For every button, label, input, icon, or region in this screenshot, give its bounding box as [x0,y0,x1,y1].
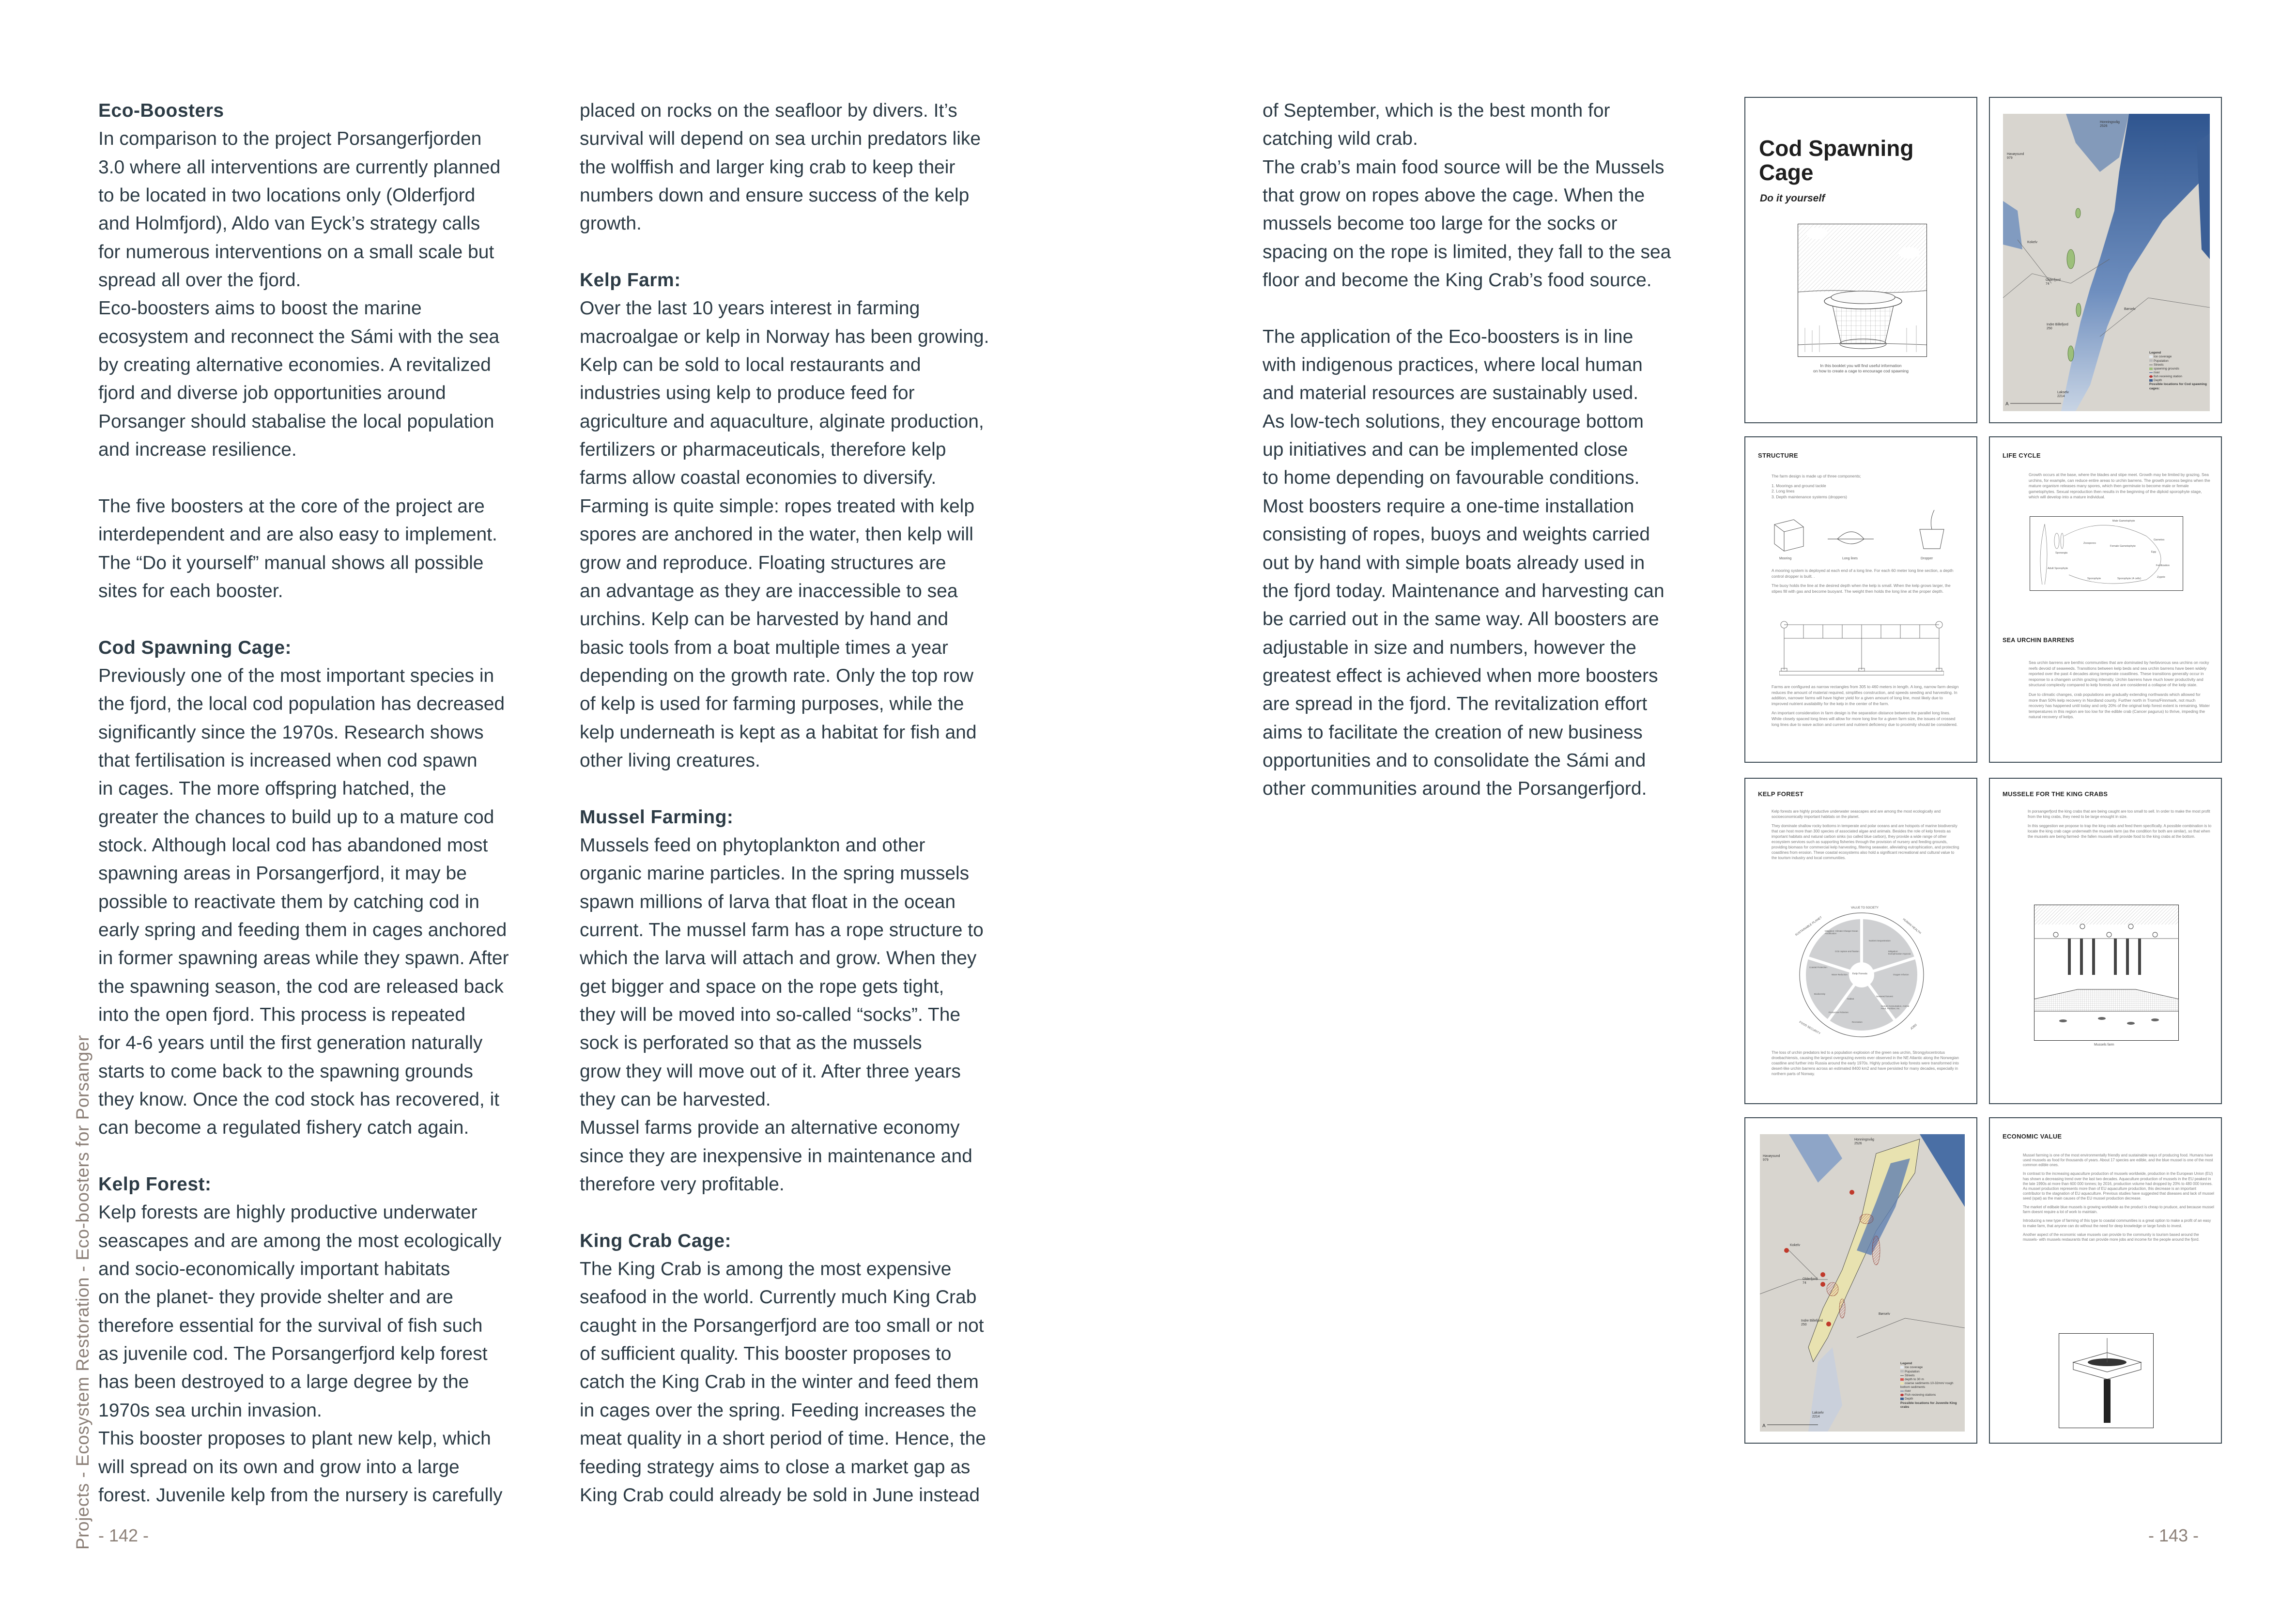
body-text-line: of September, which is the best month for [1263,100,1610,121]
diagram-label: Sporangia [2055,552,2068,555]
wheel-segment: Mitigation: Climate Change Ocean Acidification [1825,930,1858,935]
cod-cage-illustration [1798,224,1927,357]
body-text-line: floor and become the King Crab’s food source. [1263,270,1652,291]
legend-item: depth to 30 m [1905,1377,1924,1381]
body-text-line: Farming is quite simple: ropes treated with kelp [580,495,975,517]
wheel-segment: Coastal Protection [1809,966,1827,969]
wheel-segment: Seaweed harvest [1876,995,1893,998]
body-text-line: be carried out in the same way. All boosters are [1263,609,1659,630]
diagram-label: Zoospores [2083,542,2096,545]
body-text-line: spacing on the rope is limited, they fall to the sea [1263,241,1671,262]
diagram-label: Female Gametophyte [2110,545,2136,548]
body-text-line: grow and reproduce. Floating structures are [580,552,946,573]
body-text-line: that grow on ropes above the cage. When the [1263,185,1645,206]
wheel-segment: Habitat [1847,998,1854,1000]
label-dropper: Dropper [1921,557,1933,560]
wheel-outer-label: SUSTAINABLE PLANET [1795,916,1823,937]
body-text-line: for numerous interventions on a small scale but [98,241,494,262]
structure-list-item: 1. Moorings and ground tackle [1772,483,1826,488]
body-text-line: meat quality in a short period of time. Hence, the [580,1428,986,1449]
text-column-middle [580,97,1045,1510]
map1-population: 2214 [2057,394,2065,398]
body-text-line: caught in the Porsangerfjord are too small or not [580,1315,984,1336]
paragraph-spacer [98,464,563,492]
body-text-line: The King Crab is among the most expensive [580,1259,952,1280]
body-text-line: spawning areas in Porsangerfjord, it may be [98,863,467,884]
diagram-label: Gametes [2154,539,2165,541]
structure-p2: The buoy holds the line at the desired depth when the kelp is small. When the kelp grows larger, the stipes fill with gas and become buoyant. The weight then holds the long line at the proper depth. [1772,583,1951,594]
body-text-line: Eco-boosters aims to boost the marine [98,298,422,319]
map1-place: Børselv [2124,308,2136,311]
text-column-right [1263,97,1727,803]
economic-heading: ECONOMIC VALUE [2003,1133,2062,1140]
map-cod-spawning [2003,114,2210,411]
paragraph-spacer [98,605,563,633]
kelp-p2: They dominate shallow rocky bottoms in temperate and polar oceans and are hotspots of marine biodiversity that can host more than 300 species of associated algae and animals. Besides the role of kelp forests as important habitats and natural carbon sinks (so called blue carbon), they provide a wide range of other ecosystem services such as supporting fisheries through the provision of nursery and feeding grounds, providing biomass for commercial kelp harvesting, filtering seawater, alleviating eutrophication, and protecting coastlines from erosion. These coastal ecosystems also hold a significant recreational and cultural value to the tourism industry and local communities. [1772,824,1959,861]
body-text-line: they can be harvested. [580,1089,771,1110]
lifecycle-p3: Due to climatic changes, crab populations are gradually extending northwards which allowed for more than 50% kelp recovery in Nordland county. Further north in Troms/Finnmark, not much recovery has happened until today and only 20% of the original kelp forest extent is remaining. Water temperatures in this region are too low for the edible crab (Cancer pagurus) to thrive, impeding the natural recovery of kelps. [2029,692,2210,720]
legend-title: Legend [2149,351,2161,354]
legend-item: Streets [2154,363,2164,367]
wheel-outer-label: FOOD SECURITY [1798,1021,1821,1035]
body-text-line: an advantage as they are inaccessible to sea [580,580,958,601]
body-text-line: In comparison to the project Porsangerfjorden [98,128,482,150]
diagram-label: Sporophyte [2087,577,2101,580]
diagram-label: Fertilization [2156,564,2170,567]
diagram-label: Adult Sporophyte [2048,567,2068,570]
body-text-line: in cages. The more offspring hatched, the [98,778,447,800]
body-text-line: survival will depend on sea urchin predators like [580,128,981,150]
booklet-page-map-king-crab [1744,1117,1977,1444]
body-text-line: starts to come back to the spawning grounds [98,1061,473,1082]
economic-p5: Another aspect of the economic value mussels can provide to the community is tourism based around the mussels- with mussels restaurants that can provide more jobs and income for the people around the fjord. [2023,1232,2200,1242]
legend-note: Possible locations for Juvenile King crabs [1900,1401,1957,1409]
body-text-line: aims to facilitate the creation of new business [1263,722,1643,743]
economic-p3: The market of edibale blue mussels is growing worldwide as the product is cheap to pruduce, and because mussel farm doesnt require a lot of work to maintain. [2023,1205,2214,1215]
cover-caption-line-2: on how to create a cage to encourage cod spawning [1813,369,1909,374]
paragraph-spacer [580,775,1045,803]
structure-p1: A mooring system is deployed at each end of a long line. For each 60 meter long line section, a depth control dropper is built. . [1772,568,1954,579]
body-text-line: stock. Although local cod has abandoned most [98,834,488,856]
map-king-crab [1760,1134,1965,1432]
body-text-line: kelp underneath is kept as a habitat for fish and [580,722,977,743]
booklet-page-life-cycle [1989,436,2222,763]
mussel-farm-illustration [2034,905,2179,1041]
body-text-line: get bigger and space on the rope gets tight, [580,976,944,997]
body-text-line: The crab’s main food source will be the Mussels [1263,156,1664,178]
map1-legend [2149,351,2207,391]
body-text-line: significantly since the 1970s. Research shows [98,722,484,743]
body-text-line: interdependent and are also easy to implement. [98,524,497,545]
body-text-line: adjustable in size and numbers, however the [1263,637,1636,658]
legend-item: Fish recieving stations [1905,1393,1936,1397]
legend-item: Population [1905,1370,1920,1373]
map1-place: Olderfjord [2046,278,2061,282]
mussels-farm-caption: Mussels farm [2094,1043,2114,1047]
economic-p2: In contrast to the increasing aquaculture production of mussels worldwide, production in the European Union (EU) has shown a decreasing trend over the last two decades. Aquaculture production of mussels in the EU peaked in the late 1990s at more than 600 000 tonnes; by 2016, production volume had dropped by 20% to 480 000 tonnes. As mussel production represents more than of EU aquaculture production, this decrease is an important contributor to the stagnation of EU aquaculture. Previous studies have suggested that diseases and lack of mussel seed (spat) as the main causes of the EU mussel production decrease. [2023,1171,2214,1201]
map1-population: 250 [2047,326,2052,330]
body-text-line: sites for each booster. [98,580,283,601]
map1-population: 2526 [2100,124,2108,128]
map2-population: 250 [1801,1323,1807,1326]
map2-place: Honningsvåg [1854,1138,1874,1141]
booklet-page-mussels-king-crabs [1989,778,2222,1104]
booklet-page-economic-value [1989,1117,2222,1444]
body-text-line: industries using kelp to produce feed for [580,383,915,404]
label-mooring: Mooring [1779,557,1792,560]
legend-note: Possible locations for Cod spawning cages: [2149,383,2207,390]
body-text-line: organic marine particles. In the spring mussels [580,863,970,884]
wheel-segment: Biodiversity [1814,993,1826,995]
body-text-line: spread all over the fjord. [98,270,301,291]
body-text-line: Mussel farms provide an alternative economy [580,1117,960,1139]
body-text-line: in former spawning areas while they spawn. After [98,948,509,969]
page-number-right: - 143 - [2148,1525,2199,1545]
map2-place: Lakselv [1812,1411,1824,1415]
booklet-page-map-cod [1989,97,2222,423]
body-text-line: fjord and diverse job opportunities around [98,383,446,404]
map1-place: Honningsvåg [2100,121,2120,124]
text-column-left [98,97,563,1510]
kelp-value-wheel [1789,906,1934,1044]
wheel-segment: Oxygen Infusion [1893,973,1909,976]
body-text-line: placed on rocks on the seafloor by divers. It’s [580,100,957,121]
body-text-line: basic tools from a boat multiple times a year [580,637,948,658]
mussel-sock-illustration [2059,1333,2154,1428]
mussele-p2: In this seggestion we propose to trap the king crabs and feed them specifically. A possible combination is to locate the king crab cage underneath the mussels farm (as the condition for both are similar), so that when the mussels are being farmed- the fallen mussels will provide food to the king crabs at the bottom. [2028,824,2212,839]
section-heading: Kelp Farm: [580,270,681,291]
body-text-line: opportunities and to consolidate the Sámi and [1263,750,1646,771]
body-text-line: growth. [580,213,642,234]
kelp-p1: Kelp forests are highly productive underwater seascapes and are among the most ecologically and socioeconomically important habitats on the planet. [1772,809,1941,819]
body-text-line: and increase resilience. [98,439,297,461]
mussele-heading: MUSSELE FOR THE KING CRABS [2003,790,2108,798]
body-text-line: and socio-economically important habitats [98,1259,450,1280]
body-text-line: Most boosters require a one-time installation [1263,495,1634,517]
wheel-segment: Productive Fisheries [1829,1011,1849,1014]
body-text-line: greater the chances to build up to a mature cod [98,806,494,828]
mussele-p1: In porsangerfjord the king crabs that are being caught are too small to sell. In order to make the most profit from the king crabs, they need to be large enought in size. [2028,809,2210,819]
body-text-line: they know. Once the cod stock has recovered, it [98,1089,500,1110]
body-text-line: 3.0 where all interventions are currently planned [98,156,501,178]
legend-item: river [2154,370,2160,374]
body-text-line: mussels become too large for the socks or [1263,213,1618,234]
body-text-line: catch the King Crab in the winter and feed them [580,1371,979,1393]
legend-item: fish receiving station [2154,375,2182,379]
legend-item: Ice coverage [1905,1366,1923,1370]
paragraph-spacer [580,1199,1045,1227]
diagram-label: Male Gametophyte [2112,520,2135,523]
wheel-outer-label: VALUE TO SOCIETY [1851,907,1879,909]
section-heading: Eco-Boosters [98,100,224,121]
map1-population: 979 [2007,156,2013,160]
body-text-line: for 4-6 years until the first generation naturally [98,1032,483,1054]
legend-item: Depth [1905,1397,1913,1401]
body-text-line: The five boosters at the core of the project are [98,495,485,517]
paragraph-spacer [580,238,1045,266]
map1-population: 74 [2046,282,2049,286]
wheel-segment: Mitigation: Eutrophication Hypoxia [1888,950,1911,955]
kelp-heading: KELP FOREST [1758,790,1804,798]
map2-place: Olderfjord [1803,1278,1818,1281]
body-text-line: therefore very profitable. [580,1174,785,1195]
wheel-segment: Recreation [1852,1021,1863,1023]
diagram-label: Egg [2151,551,2156,554]
body-text-line: they will be moved into so-called “socks”. The [580,1004,961,1025]
diagram-label: Sporophyte (4 cells) [2117,577,2141,580]
legend-item: Ice coverage [2154,355,2172,359]
paragraph-spacer [1263,294,1727,323]
body-text-line: therefore essential for the survival of fish such [98,1315,483,1336]
cover-title-line-2: Cage [1759,159,1814,185]
legend-item: Population [2154,359,2169,363]
map2-population: 2526 [1854,1141,1862,1145]
body-text-line: This booster proposes to plant new kelp, which [98,1428,491,1449]
cover-subtitle: Do it yourself [1760,193,1825,204]
body-text-line: feeding strategy aims to close a market gap as [580,1456,971,1478]
body-text-line: will spread on its own and grow into a large [98,1456,460,1478]
body-text-line: Kelp forests are highly productive underwater [98,1202,478,1223]
body-text-line: As low-tech solutions, they encourage bottom [1263,411,1644,432]
body-text-line: catching wild crab. [1263,128,1418,150]
body-text-line: are spread in the fjord. The revitalization effort [1263,693,1648,715]
map2-place: Havøysund [1763,1155,1780,1158]
lifecycle-p2: Sea urchin barrens are benthic communities that are dominated by herbivorous sea urchins on rocky reefs devoid of seaweeds. Transitions between kelp beds and sea urchin barrens have been widely reported over the past 4 decades along temperate coastlines. These transitions generally occur in response to a changein urchin grazing intensity. Urchin barrens have much lower productivity and structural complexity compared to kelp forests and are considered a collapse of the kelp state. [2029,660,2209,688]
body-text-line: as juvenile cod. The Porsangerfjord kelp forest [98,1343,488,1365]
body-text-line: and Holmfjord), Aldo van Eyck’s strategy calls [98,213,480,234]
body-text-line: can become a regulated fishery catch again. [98,1117,469,1139]
section-heading: Kelp Forest: [98,1174,212,1195]
body-text-line: The application of the Eco-boosters is in line [1263,326,1633,347]
body-text-line: and material resources are sustainably used. [1263,383,1639,404]
body-text-line: depending on the growth rate. Only the top row [580,665,974,686]
body-text-line: greatest effect is achieved when more boosters [1263,665,1658,686]
structure-p4: An important consideration in farm design is the separation distance between the parallel long lines. While closely spaced long lines will allow for more long line for a given farm size, the issues of crossed long lines due to wave action and current and nutrient deficiency due to proximity should be considered. [1772,710,1958,727]
structure-heading: STRUCTURE [1758,452,1798,459]
lifecycle-p1: Growth occurs at the base, where the blades and stipe meet. Growth may be limited by grazing. Sea urchins, for example, can reduce entire areas to urchin barrens. The growth process begins when the mature organism releases many spores, which then germinate to become male or female gametophytes. Sexual reproduction then results in the beginning of the diploid sporophyte stage, which will develop into a mature individual. [2029,472,2210,500]
wheel-segment: Nutrient Sequestration [1869,940,1891,942]
structure-p3: Farms are configured as narrow rectangles from 305 to 460 meters in length. A long, narrow farm design reduces the amount of material required, simplifies construction, and speeds seeding and harvesting. In addition, narrower farms will have higher yield for a given amount of long line, most likely due to improved nutrient availability for the kelp in the center of the farm. [1772,684,1959,706]
body-text-line: sock is perforated so that as the mussels [580,1032,922,1054]
wheel-segment: CO2 capture and fixation [1835,950,1859,953]
legend-title: Legend [1900,1362,1912,1365]
body-text-line: Mussels feed on phytoplankton and other [580,834,925,856]
map2-population: 2214 [1812,1415,1820,1418]
body-text-line: into the open fjord. This process is repeated [98,1004,466,1025]
body-text-line: spores are anchored in the water, then kelp will [580,524,973,545]
legend-item: spawning grounds [2154,367,2179,370]
body-text-line: grow they will move out of it. After three years [580,1061,961,1082]
cover-caption-line-1: In this booklet you will find useful information [1820,363,1902,368]
wheel-outer-label: HUMAN HEALTH [1902,918,1922,935]
body-text-line: on the planet- they provide shelter and are [98,1287,453,1308]
running-head: Projects - Ecosystem Restoration - Eco-boosters for Porsanger [73,1035,92,1550]
body-text-line: Over the last 10 years interest in farming [580,298,920,319]
body-text-line: macroalgae or kelp in Norway has been growing. [580,326,989,347]
map2-place: Børselv [1879,1312,1890,1316]
body-text-line: Porsanger should stabalise the local population [98,411,494,432]
section-heading: Mussel Farming: [580,806,734,828]
booklet-page-kelp-forest [1744,778,1977,1104]
body-text-line: to be located in two locations only (Olderfjord [98,185,476,206]
body-text-line: the fjord today. Maintenance and harvesting can [1263,580,1664,601]
body-text-line: has been destroyed to a large degree by the [98,1371,469,1393]
body-text-line: King Crab could already be sold in June instead [580,1484,980,1506]
map1-place: Havøysund [2007,153,2024,156]
svg-text:A: A [2005,401,2009,407]
body-text-line: out by hand with simple boats already used in [1263,552,1645,573]
body-text-line: the wolffish and larger king crab to keep their [580,156,955,178]
wheel-segment: Wave Reduction [1832,973,1848,976]
map1-place: Kokelv [2027,241,2038,244]
map2-legend [1900,1362,1963,1410]
map2-place: Kokelv [1790,1244,1801,1247]
booklet-page-structure [1744,436,1977,763]
body-text-line: Previously one of the most important species in [98,665,494,686]
sea-urchin-heading: SEA URCHIN BARRENS [2003,637,2075,644]
svg-text:A: A [1762,1423,1766,1429]
structure-components-icons [1765,510,1958,554]
lifecycle-heading: LIFE CYCLE [2003,452,2041,459]
map2-population: 74 [1803,1281,1806,1285]
map1-place: Lakselv [2057,391,2069,394]
map1-place: Indre Billefjord [2047,323,2068,326]
economic-p1: Mussel farming is one of the most environmentally friendly and sustainable ways of producing food. Humans have used mussels as food for thousands of years. About 17 species are edible, and the blue mussel is one of the most common edible ones. [2023,1153,2213,1168]
paragraph-spacer [98,1142,563,1171]
kelp-p3: The loss of urchin predators led to a population explosion of the green sea urchin, Strongylocentrotus droebachiensis, causing the largest overgrazing events ever observed in the NE Atlantic along the Norwegian coastline and further into Russia around the early 1970s. Highly productive kelp forests were transformed into desert-like urchin barrens across an estimated 8400 km2 and have persisted for many decades, especially in northern parts of Norway. [1772,1050,1959,1077]
map2-place: Indre Billefjord [1801,1319,1823,1323]
economic-p4: Introducing a new type of farming of this type to coastal communities is a great option to make a profit of an easy to make farm, that anyone can do without the need for deep knowledge or large funds to invest. [2023,1218,2211,1228]
body-text-line: other communities around the Porsangerfjord. [1263,778,1647,800]
body-text-line: since they are inexpensive in maintenance and [580,1145,972,1167]
body-text-line: other living creatures. [580,750,760,771]
body-text-line: of sufficient quality. This booster proposes to [580,1343,952,1365]
section-heading: Cod Spawning Cage: [98,637,292,658]
legend-item: Depth [2154,379,2162,383]
wheel-segment: Human Consumption, Animal Feed, Fertilizer, etc. [1881,1005,1910,1010]
body-text-line: spawn millions of larva that float in the ocean [580,891,956,912]
legend-item: river [1905,1389,1911,1393]
body-text-line: that fertilisation is increased when cod spawn [98,750,478,771]
body-text-line: in cages over the spring. Feeding increases the [580,1400,977,1421]
label-long-lines: Long lines [1842,557,1858,560]
wheel-center-label: Kelp Forests [1852,972,1867,975]
body-text-line: to home depending on favourable conditions. [1263,467,1640,489]
body-text-line: agriculture and aquaculture, alginate production, [580,411,984,432]
structure-list-item: 2. Long lines [1772,489,1795,494]
body-text-line: fertilizers or pharmaceuticals, therefore kelp [580,439,946,461]
legend-item: coarse sediments 10-32mm/ rough bottom sediments [1900,1381,1954,1389]
booklet-page-cover [1744,97,1977,423]
long-line-diagram [1779,619,1944,677]
body-text-line: current. The mussel farm has a rope structure to [580,919,984,940]
map2-population: 979 [1763,1158,1769,1162]
kelp-life-cycle-diagram [2030,516,2183,591]
wheel-outer-label: JOBS [1910,1023,1918,1031]
body-text-line: with indigenous practices, where local human [1263,354,1643,376]
diagram-label: Zygote [2157,576,2165,579]
body-text-line: possible to reactivate them by catching cod in [98,891,479,912]
body-text-line: forest. Juvenile kelp from the nursery is carefully [98,1484,503,1506]
body-text-line: numbers down and ensure success of the kelp [580,185,970,206]
body-text-line: The “Do it yourself” manual shows all possible [98,552,484,573]
body-text-line: by creating alternative economies. A revitalized [98,354,491,376]
body-text-line: Kelp can be sold to local restaurants and [580,354,921,376]
cover-title-line-1: Cod Spawning [1759,136,1914,161]
body-text-line: consisting of ropes, buoys and weights carried [1263,524,1650,545]
body-text-line: the fjord, the local cod population has decreased [98,693,505,715]
body-text-line: farms allow coastal economies to diversify. [580,467,937,489]
legend-item: Streets [1905,1373,1915,1377]
body-text-line: which the larva will attach and grow. When they [580,948,977,969]
body-text-line: seascapes and are among the most ecologically [98,1230,502,1251]
page-number-left: - 142 - [98,1525,149,1545]
structure-list-item: 3. Depth maintenance systems (droppers) [1772,494,1847,499]
body-text-line: early spring and feeding them in cages anchored [98,919,507,940]
body-text-line: seafood in the world. Currently much King Crab [580,1287,977,1308]
body-text-line: 1970s sea urchin invasion. [98,1400,322,1421]
body-text-line: up initiatives and can be implemented close [1263,439,1628,461]
body-text-line: ecosystem and reconnect the Sámi with the sea [98,326,500,347]
structure-intro: The farm design is made up of three components; [1772,474,1861,478]
body-text-line: urchins. Kelp can be harvested by hand and [580,609,949,630]
section-heading: King Crab Cage: [580,1230,732,1251]
life-cycle-drawing [2030,517,2182,590]
body-text-line: the spawning season, the cod are released back [98,976,504,997]
body-text-line: of kelp is used for farming purposes, while the [580,693,964,715]
